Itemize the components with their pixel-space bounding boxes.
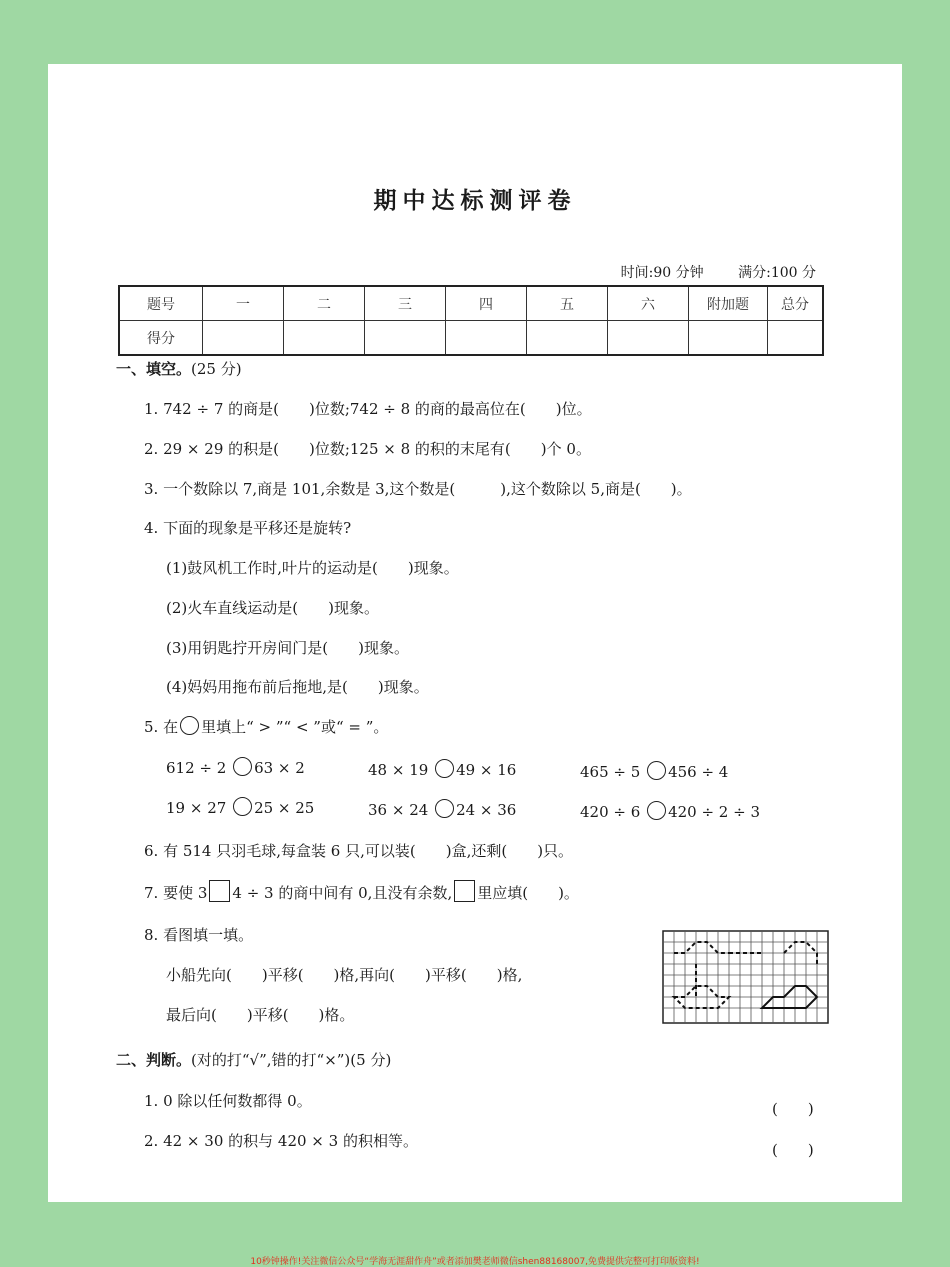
question-1-4-4: (4)妈妈用拖布前后拖地,是( )现象。 [166, 678, 429, 696]
header-cell: 六 [608, 286, 689, 321]
exam-meta [591, 262, 816, 282]
circle-icon[interactable] [435, 799, 454, 818]
q7-part-a: 7. 要使 3 [144, 884, 208, 902]
section-title: 二、判断。 [116, 1051, 192, 1069]
section-title: 一、填空。 [116, 360, 192, 378]
question-1-8-line2: 最后向( )平移( )格。 [166, 1006, 355, 1024]
circle-icon[interactable] [435, 759, 454, 778]
score-cell [768, 321, 824, 356]
compare-left: 465 ÷ 5 [580, 763, 641, 781]
compare-left: 612 ÷ 2 [166, 759, 227, 777]
header-cell: 一 [203, 286, 284, 321]
score-table [118, 285, 824, 356]
section-points: (25 分) [191, 360, 242, 378]
score-cell [527, 321, 608, 356]
score-cell [446, 321, 527, 356]
compare-right: 25 × 25 [254, 799, 315, 817]
circle-icon[interactable] [233, 797, 252, 816]
page-title: 期中达标测评卷 [373, 188, 577, 214]
question-1-6: 6. 有 514 只羽毛球,每盒装 6 只,可以装( )盒,还剩( )只。 [144, 842, 574, 860]
q7-part-b: 4 ÷ 3 的商中间有 0,且没有余数, [232, 884, 453, 902]
exam-paper [48, 64, 902, 1202]
question-1-7 [144, 880, 579, 903]
score-cell [365, 321, 446, 356]
boat-grid-figure [662, 930, 830, 1026]
circle-icon[interactable] [647, 761, 666, 780]
header-cell: 总分 [768, 286, 824, 321]
score-cell [203, 321, 284, 356]
question-1-5 [144, 716, 388, 737]
score-table-header-row [119, 286, 823, 321]
section-note: (对的打“√”,错的打“×”)(5 分) [191, 1051, 392, 1069]
header-cell: 二 [284, 286, 365, 321]
header-cell: 附加题 [689, 286, 768, 321]
score-cell [608, 321, 689, 356]
question-1-8-line1: 小船先向( )平移( )格,再向( )平移( )格, [166, 966, 523, 984]
compare-right: 24 × 36 [456, 801, 517, 819]
compare-right: 420 ÷ 2 ÷ 3 [668, 803, 760, 821]
blank-box-icon[interactable] [454, 880, 475, 902]
question-1-4-3: (3)用钥匙拧开房间门是( )现象。 [166, 639, 409, 657]
compare-left: 48 × 19 [368, 761, 429, 779]
compare-item [166, 797, 314, 817]
compare-left: 19 × 27 [166, 799, 227, 817]
question-1-3: 3. 一个数除以 7,商是 101,余数是 3,这个数是( ),这个数除以 5,商是( )。 [144, 480, 692, 498]
question-1-2: 2. 29 × 29 的积是( )位数;125 × 8 的积的末尾有( )个 0。 [144, 440, 591, 458]
compare-right: 49 × 16 [456, 761, 517, 779]
score-table-score-row [119, 321, 823, 356]
compare-item [580, 761, 728, 781]
compare-item [166, 757, 305, 777]
compare-right: 63 × 2 [254, 759, 305, 777]
answer-paren[interactable]: ( ) [772, 1100, 814, 1118]
question-1-8: 8. 看图填一填。 [144, 926, 254, 944]
compare-item [368, 759, 516, 779]
answer-paren[interactable]: ( ) [772, 1141, 814, 1159]
q5-prefix: 5. 在 [144, 718, 179, 736]
question-1-4-1: (1)鼓风机工作时,叶片的运动是( )现象。 [166, 559, 459, 577]
compare-left: 36 × 24 [368, 801, 429, 819]
circle-icon[interactable] [233, 757, 252, 776]
score-cell [284, 321, 365, 356]
compare-right: 456 ÷ 4 [668, 763, 729, 781]
blank-box-icon[interactable] [209, 880, 230, 902]
section-2-heading [116, 1049, 391, 1070]
full-score: 满分:100 分 [738, 265, 816, 281]
header-cell: 三 [365, 286, 446, 321]
section-1-heading [116, 358, 242, 379]
q7-part-c: 里应填( )。 [477, 884, 579, 902]
promo-footer: 10秒钟操作!关注微信公众号“学海无涯甜作舟”或者添加樊老师微信shen88168007,免费提供完整可打印版资料! [250, 1257, 700, 1267]
score-cell [689, 321, 768, 356]
question-1-1: 1. 742 ÷ 7 的商是( )位数;742 ÷ 8 的商的最高位在( )位。 [144, 400, 592, 418]
compare-item [368, 799, 516, 819]
row-label: 得分 [119, 321, 203, 356]
header-cell: 四 [446, 286, 527, 321]
compare-item [580, 801, 760, 821]
circle-icon [180, 716, 199, 735]
question-1-4: 4. 下面的现象是平移还是旋转? [144, 519, 352, 537]
question-2-2: 2. 42 × 30 的积与 420 × 3 的积相等。 [144, 1132, 418, 1150]
question-1-4-2: (2)火车直线运动是( )现象。 [166, 599, 379, 617]
time-limit: 时间:90 分钟 [620, 265, 704, 281]
header-cell: 五 [527, 286, 608, 321]
q5-suffix: 里填上“ > ”“ < ”或“ = ”。 [201, 718, 389, 736]
circle-icon[interactable] [647, 801, 666, 820]
header-cell: 题号 [119, 286, 203, 321]
compare-left: 420 ÷ 6 [580, 803, 641, 821]
question-2-1: 1. 0 除以任何数都得 0。 [144, 1092, 312, 1110]
